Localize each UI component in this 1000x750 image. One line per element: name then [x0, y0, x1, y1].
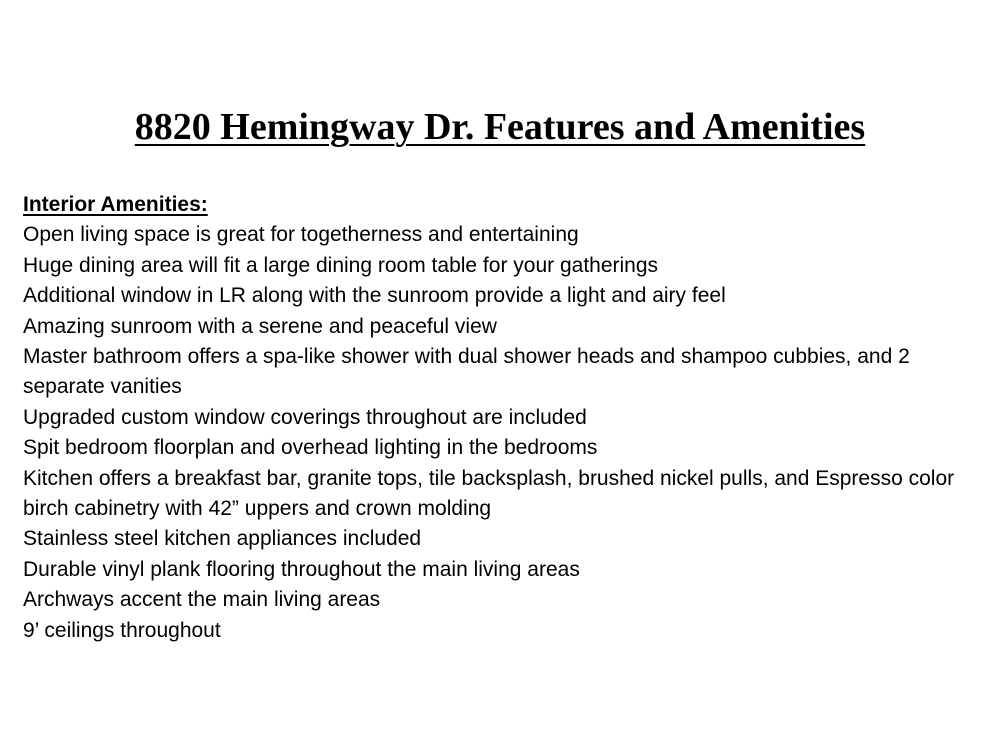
amenity-item: Spit bedroom floorplan and overhead lighting in the bedrooms [23, 436, 598, 460]
document-title-text: 8820 Hemingway Dr. Features and Amenities [134, 106, 866, 148]
amenity-item: Archways accent the main living areas [23, 588, 381, 612]
amenity-item: Master bathroom offers a spa-like shower with dual shower heads and shampoo cubbies, and 2 separate vanities [23, 345, 910, 399]
amenity-item: Stainless steel kitchen appliances included [23, 527, 422, 551]
amenity-item: 9’ ceilings throughout [23, 618, 221, 642]
amenity-item: Durable vinyl plank flooring throughout the main living areas [23, 557, 580, 581]
section-heading: Interior Amenities: [23, 193, 208, 216]
amenity-item: Additional window in LR along with the sunroom provide a light and airy feel [23, 284, 726, 308]
interior-amenities-section [23, 190, 983, 646]
amenity-item: Kitchen offers a breakfast bar, granite tops, tile backsplash, brushed nickel pulls, and Espresso color birch cabinetry with 42” uppers and crown molding [23, 466, 955, 521]
amenity-item: Huge dining area will fit a large dining room table for your gatherings [23, 253, 659, 277]
amenity-item: Open living space is great for togetherness and entertaining [23, 223, 579, 247]
amenity-list [23, 220, 983, 646]
amenity-item: Upgraded custom window coverings throughout are included [23, 405, 587, 429]
amenity-item: Amazing sunroom with a serene and peaceful view [23, 314, 497, 338]
document-title [0, 103, 1000, 151]
